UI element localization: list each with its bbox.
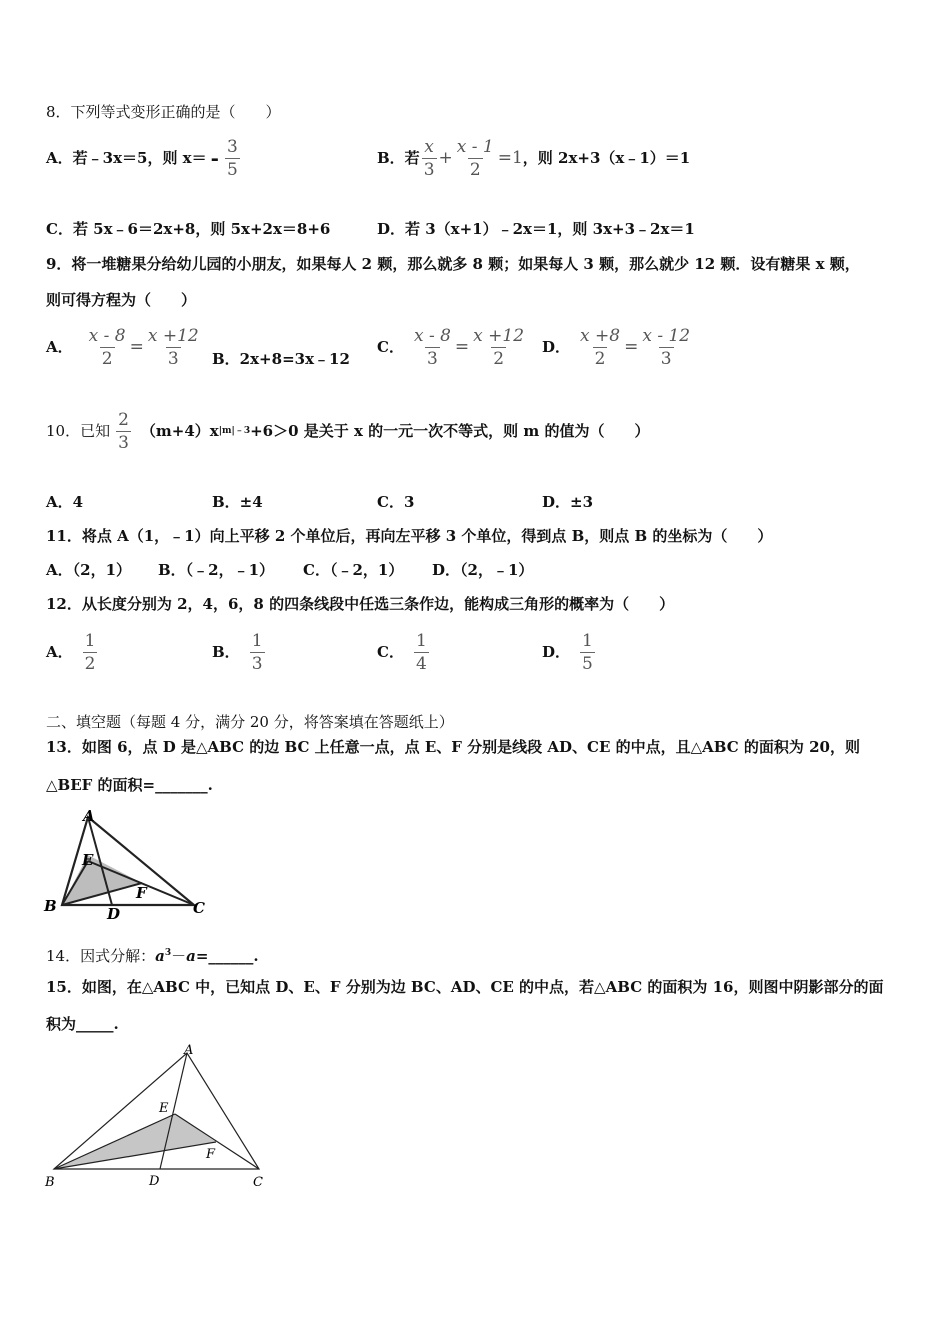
q11-option-c: C．（﹣2，1） (303, 561, 404, 579)
q10-mid: （m+4）x (140, 422, 219, 440)
q9-option-b: B．2x+8=3x﹣12 (212, 350, 350, 368)
q14-post: =______. (195, 947, 259, 965)
q13-label-e: E (82, 851, 94, 869)
q14-exponent: 3 (164, 948, 172, 958)
q12-option-d (542, 628, 597, 676)
q8-option-a (46, 136, 242, 180)
q12-c-label: C． (377, 643, 404, 661)
q8-b-post: ，则 2x+3（x﹣1）＝1 (522, 149, 691, 167)
q9-a-frac-2: $\frac{x +12}{3}$ (147, 325, 199, 369)
q13-label-f: F (136, 884, 147, 902)
q12-b-fraction: $\frac{1}{3}$ (251, 630, 263, 674)
q13-line1: 13．如图 6，点 D 是△ABC 的边 BC 上任意一点，点 E、F 分别是线段 AD、CE 的中点，且△ABC 的面积为 20，则 (46, 738, 860, 756)
q10-fraction: $\frac{2}{3}$ (118, 409, 129, 453)
q12-a-label: A． (46, 643, 73, 661)
q13-label-b: B (44, 897, 57, 915)
q9-d-eq: = (624, 337, 639, 357)
q9-d-label: D． (542, 338, 571, 356)
q9-c-label: C． (377, 338, 404, 356)
q12-option-a (46, 628, 99, 676)
q9-a-eq: = (129, 337, 144, 357)
q15-figure (40, 1040, 280, 1195)
q15-label-c: C (253, 1175, 263, 1190)
q14-pre: 14．因式分解： (46, 947, 156, 965)
q8-b-eq: =1 (497, 148, 523, 168)
q12-option-b (212, 628, 267, 676)
q9-c-frac-1: $\frac{x - 8}{3}$ (413, 325, 451, 369)
q14-var-a: a (155, 947, 165, 965)
q15-label-e: E (159, 1101, 169, 1116)
q15-label-d: D (149, 1174, 160, 1189)
q9-option-d (542, 325, 694, 369)
q14-var-a2: a (186, 947, 196, 965)
q13-label-c: C (193, 899, 205, 917)
section-2-heading: 二、填空题（每题 4 分，满分 20 分，将答案填在答题纸上） (46, 713, 454, 731)
q15-label-b: B (45, 1175, 55, 1190)
q10-exponent: |m|﹣3 (218, 426, 251, 436)
q13-figure (40, 805, 220, 925)
q14-line (46, 943, 259, 966)
q9-option-c (377, 325, 528, 369)
q15-line1: 15．如图，在△ABC 中，已知点 D、E、F 分别为边 BC、AD、CE 的中点，若△ABC 的面积为 16，则图中阴影部分的面 (46, 978, 884, 996)
q12-stem: 12．从长度分别为 2，4，6，8 的四条线段中任选三条作边，能构成三角形的概率为（ ） (46, 595, 675, 613)
q10-stem (46, 408, 649, 454)
q9-stem-line2: 则可得方程为（ ） (46, 291, 197, 309)
q12-d-label: D． (542, 643, 571, 661)
q8-option-c: C．若 5x﹣6＝2x+8，则 5x+2x＝8+6 (46, 220, 331, 238)
q8-b-text: B．若 (377, 149, 420, 167)
q8-b-fraction-2: $\frac{x - 1}{2}$ (456, 136, 494, 180)
q12-b-label: B． (212, 643, 240, 661)
q14-minus: － (171, 947, 187, 965)
q10-option-b: B．±4 (212, 493, 263, 511)
q15-shaded-triangle (54, 1114, 216, 1169)
q10-pre: 10．已知 (46, 422, 111, 440)
q9-stem-line1: 9．将一堆糖果分给幼儿园的小朋友，如果每人 2 颗，那么就多 8 颗；如果每人 3 颗，那么就少 12 颗．设有糖果 x 颗， (46, 255, 860, 273)
q13-label-a: A (83, 807, 95, 825)
q8-b-plus: + (438, 148, 453, 168)
q10-option-a: A．4 (46, 493, 84, 511)
q8-a-fraction: $\frac{3}{5}$ (226, 136, 238, 180)
q13-label-d: D (107, 905, 121, 923)
q11-stem: 11．将点 A（1，﹣1）向上平移 2 个单位后，再向左平移 3 个单位，得到点 B，则点 B 的坐标为（ ） (46, 527, 773, 545)
q12-a-fraction: $\frac{1}{2}$ (84, 630, 96, 674)
q9-c-frac-2: $\frac{x +12}{2}$ (473, 325, 525, 369)
q9-option-a (46, 325, 203, 369)
q12-option-c (377, 628, 431, 676)
q15-label-a: A (184, 1043, 194, 1058)
q9-d-frac-2: $\frac{x - 12}{3}$ (642, 325, 691, 369)
q8-option-d: D．若 3（x+1）﹣2x＝1，则 3x+3﹣2x＝1 (377, 220, 695, 238)
q8-option-b (377, 136, 690, 180)
q12-d-fraction: $\frac{1}{5}$ (582, 630, 593, 674)
q10-option-c: C．3 (377, 493, 415, 511)
q9-a-frac-1: $\frac{x - 8}{2}$ (88, 325, 126, 369)
q8-a-text: A．若﹣3x＝5，则 x＝ (46, 149, 207, 167)
q15-label-f: F (206, 1147, 216, 1162)
q9-d-frac-1: $\frac{x +8}{2}$ (580, 325, 621, 369)
q10-post: +6＞0 是关于 x 的一元一次不等式，则 m 的值为（ ） (250, 422, 650, 440)
q11-option-b: B．（﹣2，﹣1） (158, 561, 275, 579)
q11-option-a: A．（2，1） (46, 561, 132, 579)
q12-c-fraction: $\frac{1}{4}$ (415, 630, 427, 674)
q10-option-d: D．±3 (542, 493, 594, 511)
q13-line2: △BEF 的面积=_______. (46, 776, 213, 794)
q8-stem: 8．下列等式变形正确的是（ ） (46, 103, 281, 121)
q8-b-fraction-1: $\frac{x}{3}$ (423, 136, 435, 180)
q9-a-label: A． (46, 338, 73, 356)
q9-c-eq: = (454, 337, 470, 357)
q11-option-d: D．（2，﹣1） (432, 561, 534, 579)
q8-a-sign: - (210, 146, 219, 170)
q15-line2: 积为_____. (46, 1015, 119, 1033)
